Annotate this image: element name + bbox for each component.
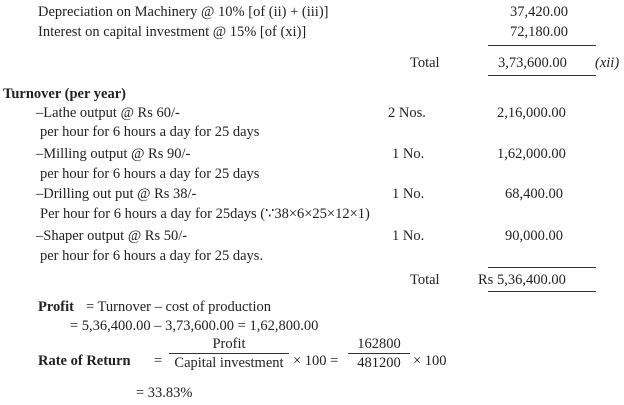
- cost-total-label: Total: [410, 55, 440, 71]
- turnover-heading: Turnover (per year): [3, 86, 126, 102]
- lathe-qty: 2 Nos.: [388, 105, 426, 121]
- fraction-denominator-value: 481200: [357, 355, 401, 371]
- rate-of-return-label: Rate of Return: [38, 353, 131, 369]
- profit-formula: = Turnover – cost of production: [86, 299, 271, 315]
- milling-qty: 1 No.: [392, 146, 425, 162]
- total-rule-bottom: [488, 75, 596, 76]
- fraction-values: [348, 336, 410, 371]
- lathe-line2: per hour for 6 hours a day for 25 days: [40, 124, 260, 140]
- interest-amount: 72,180.00: [510, 24, 568, 40]
- drilling-qty: 1 No.: [392, 186, 425, 202]
- profit-calc: = 5,36,400.00 – 3,73,600.00 = 1,62,800.00: [70, 318, 319, 334]
- profit-label: Profit: [38, 299, 74, 315]
- drilling-amount: 68,400.00: [505, 186, 563, 202]
- drilling-line2: Per hour for 6 hours a day for 25days (∵38×6×25×12×1): [40, 206, 370, 222]
- rate-times-1: × 100 =: [293, 353, 339, 369]
- depreciation-label: Depreciation on Machinery @ 10% [of (ii) + (iii)]: [38, 4, 329, 20]
- rate-times-2: × 100: [413, 353, 447, 369]
- rate-eq: =: [154, 353, 163, 369]
- drilling-line1: –Drilling out put @ Rs 38/-: [36, 186, 197, 202]
- shaper-qty: 1 No.: [392, 228, 425, 244]
- interest-label: Interest on capital investment @ 15% [of (xi)]: [38, 24, 307, 40]
- turnover-rule-bottom: [488, 291, 596, 292]
- turnover-total-amount: Rs 5,36,400.00: [478, 272, 566, 288]
- cost-total-amount: 3,73,600.00: [498, 55, 567, 71]
- shaper-amount: 90,000.00: [505, 228, 563, 244]
- milling-line1: –Milling output @ Rs 90/-: [36, 146, 191, 162]
- depreciation-amount: 37,420.00: [510, 4, 568, 20]
- milling-amount: 1,62,000.00: [497, 146, 566, 162]
- shaper-line1: –Shaper output @ Rs 50/-: [36, 228, 188, 244]
- turnover-total-label: Total: [410, 272, 440, 288]
- cost-total-ref: (xii): [595, 55, 620, 71]
- fraction-denominator-capital: Capital investment: [174, 355, 284, 371]
- fraction-profit-over-capital: [169, 336, 289, 371]
- shaper-line2: per hour for 6 hours a day for 25 days.: [40, 248, 264, 264]
- fraction-numerator-value: 162800: [357, 336, 401, 352]
- turnover-rule-top: [488, 267, 596, 268]
- rate-result: = 33.83%: [136, 385, 193, 401]
- total-rule-top: [488, 45, 596, 46]
- milling-line2: per hour for 6 hours a day for 25 days: [40, 166, 260, 182]
- lathe-amount: 2,16,000.00: [497, 105, 566, 121]
- fraction-numerator-profit: Profit: [212, 336, 246, 352]
- lathe-line1: –Lathe output @ Rs 60/-: [36, 105, 180, 121]
